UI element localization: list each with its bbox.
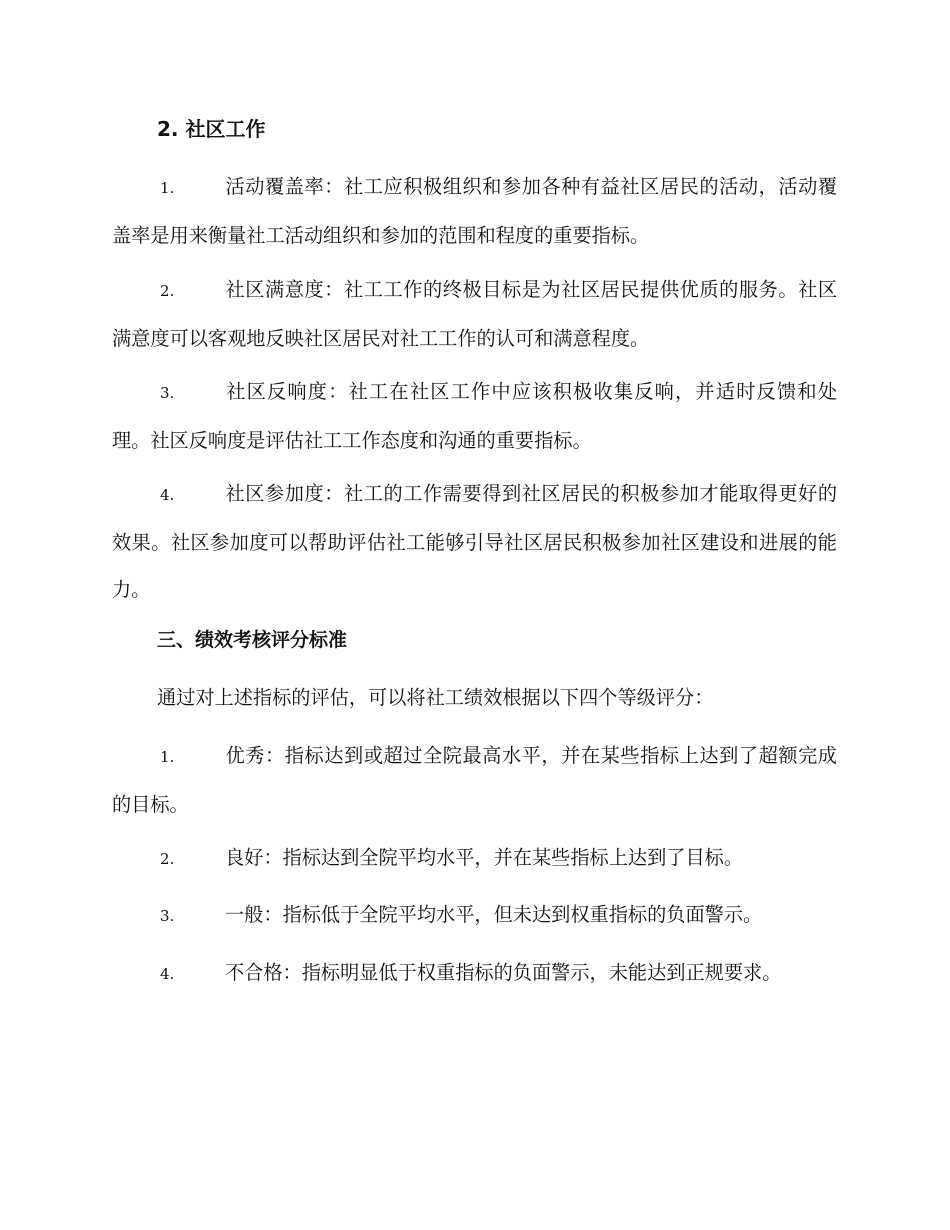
list-item-number: 2. [160, 282, 175, 300]
list-item-label: 社区满意度： [225, 278, 345, 301]
list-item-text: 指标明显低于权重指标的负面警示，未能达到正规要求。 [301, 961, 782, 984]
list-item-label: 社区参加度： [225, 482, 345, 505]
list-item-number: 3. [160, 907, 175, 925]
list-item-number: 1. [160, 179, 175, 197]
list-item-number: 2. [160, 850, 175, 868]
list-item-label: 良好： [225, 846, 283, 869]
list-item-label: 社区反响度： [225, 380, 349, 403]
list-item-text: 指标低于全院平均水平，但未达到权重指标的负面警示。 [282, 903, 763, 926]
list-item [112, 834, 837, 883]
list-item [112, 470, 837, 613]
list-item-label: 活动覆盖率： [225, 175, 345, 198]
list-item-text: 社工应积极组织和参加各种有益社区居民的活动，活动覆盖率是用来衡量社工活动组织和参加的范围和程度的重要指标。 [112, 175, 838, 247]
list-item [112, 368, 837, 464]
list-item-text: 社工在社区工作中应该积极收集反响，并适时反馈和处理。社区反响度是评估社工工作态度和沟通的重要指标。 [112, 380, 838, 452]
list-item [112, 266, 837, 362]
list-item-text: 社工的工作需要得到社区居民的积极参加才能取得更好的效果。社区参加度可以帮助评估社工能够引导社区居民积极参加社区建设和进展的能力。 [112, 482, 838, 601]
section-heading-community-work: 2. 社区工作 [157, 117, 266, 141]
list-item-number: 1. [160, 748, 175, 766]
list-item-text: 指标达到或超过全院最高水平，并在某些指标上达到了超额完成的目标。 [112, 744, 837, 816]
list-item-number: 3. [160, 384, 175, 402]
list-item-label: 一般： [225, 903, 283, 926]
list-item-label: 优秀： [225, 744, 285, 767]
list-item-text: 指标达到全院平均水平，并在某些指标上达到了目标。 [282, 846, 744, 869]
list-item [112, 732, 837, 828]
list-item-number: 4. [160, 965, 175, 983]
intro-paragraph: 通过对上述指标的评估，可以将社工绩效根据以下四个等级评分： [157, 686, 714, 709]
list-item [112, 163, 837, 259]
list-item [112, 949, 837, 998]
list-item-number: 4. [160, 486, 175, 504]
list-item-label: 不合格： [225, 961, 302, 984]
section-heading-scoring-standard: 三、绩效考核评分标准 [157, 629, 348, 651]
list-item-text: 社工工作的终极目标是为社区居民提供优质的服务。社区满意度可以客观地反映社区居民对社工工作的认可和满意程度。 [112, 278, 838, 350]
list-item [112, 891, 837, 940]
